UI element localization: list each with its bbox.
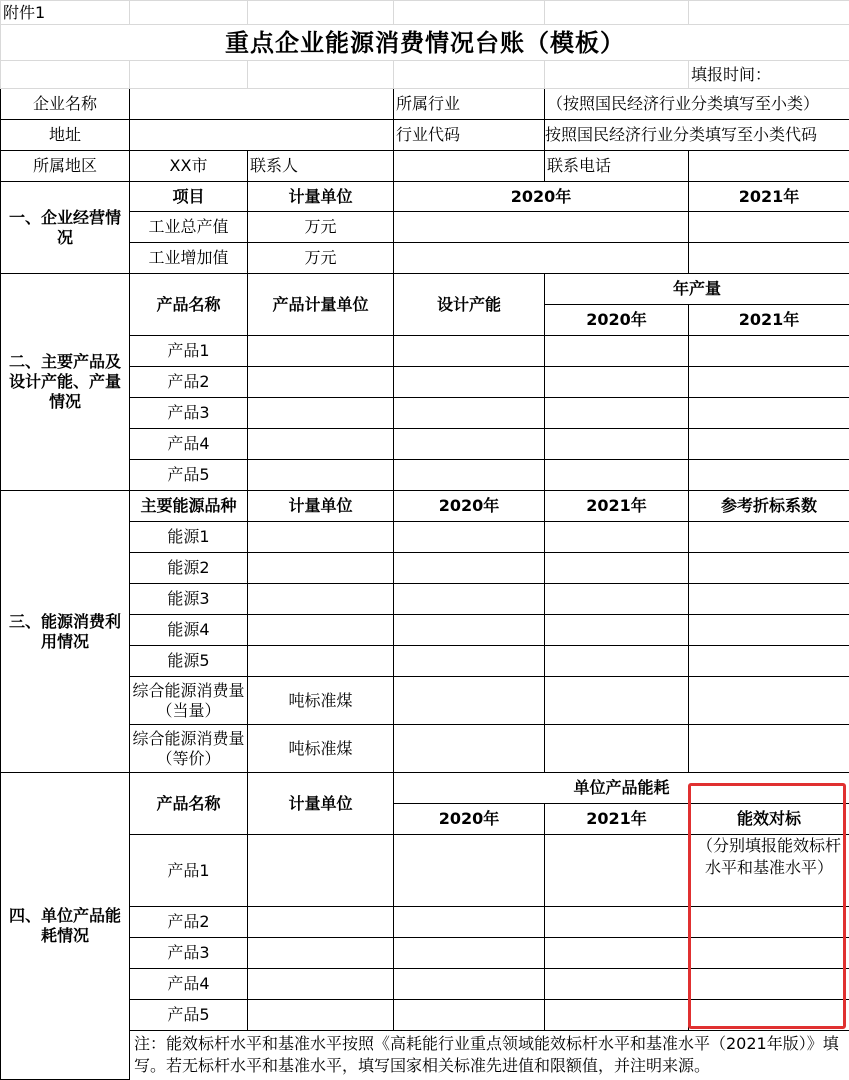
address-field[interactable] [130, 120, 394, 151]
s2-cell[interactable] [545, 429, 689, 460]
section4-title: 四、单位产品能耗情况 [1, 773, 130, 1080]
s3-cell[interactable] [394, 615, 545, 646]
s2-header-annual: 年产量 [545, 274, 849, 305]
s3-total-equal-value-label: 综合能源消费量（等价） [130, 725, 248, 773]
industry-field[interactable]: （按照国民经济行业分类填写至小类） [545, 89, 849, 120]
s1-header-unit: 计量单位 [248, 182, 394, 212]
s4-cell[interactable] [394, 969, 545, 1000]
s3-cell[interactable] [394, 646, 545, 677]
footnote: 注：能效标杆水平和基准水平按照《高耗能行业重点领域能效标杆水平和基准水平（2021年版）》填写。若无标杆水平和基准水平，填写国家相关标准先进值和限额值，并注明来源。 [134, 1034, 839, 1075]
s4-header-benchmark: 能效对标 [689, 804, 849, 835]
s3-cell[interactable] [248, 522, 394, 553]
industry-code-label: 行业代码 [394, 120, 545, 151]
s1-row-unit: 万元 [248, 243, 394, 274]
s4-cell[interactable] [689, 907, 849, 938]
s3-header-energy: 主要能源品种 [130, 491, 248, 522]
s4-product-name: 产品3 [130, 938, 248, 969]
s2-cell[interactable] [248, 367, 394, 398]
s4-product-name: 产品4 [130, 969, 248, 1000]
s3-total-equivalent-unit: 吨标准煤 [248, 677, 394, 725]
s3-energy-name: 能源2 [130, 553, 248, 584]
s3-cell[interactable] [689, 677, 849, 725]
company-name-field[interactable] [130, 89, 394, 120]
s2-cell[interactable] [394, 336, 545, 367]
s2-cell[interactable] [689, 367, 849, 398]
s2-cell[interactable] [689, 336, 849, 367]
s2-product-name: 产品5 [130, 460, 248, 491]
s1-row-item: 工业增加值 [130, 243, 248, 274]
s1-header-2020: 2020年 [394, 182, 689, 212]
s4-cell[interactable] [545, 969, 689, 1000]
attachment-label: 附件1 [1, 1, 130, 25]
s4-product-name: 产品1 [130, 835, 248, 907]
s3-cell[interactable] [545, 615, 689, 646]
s3-cell[interactable] [545, 677, 689, 725]
s4-cell[interactable] [248, 907, 394, 938]
s4-cell[interactable] [394, 1000, 545, 1031]
s4-cell[interactable] [394, 835, 545, 907]
s3-cell[interactable] [545, 522, 689, 553]
s3-cell[interactable] [689, 522, 849, 553]
s3-cell[interactable] [394, 584, 545, 615]
s1-row-unit: 万元 [248, 212, 394, 243]
s4-cell[interactable] [248, 835, 394, 907]
s4-cell[interactable] [248, 938, 394, 969]
s3-cell[interactable] [248, 646, 394, 677]
s2-cell[interactable] [248, 398, 394, 429]
s3-energy-name: 能源1 [130, 522, 248, 553]
s4-cell[interactable] [689, 938, 849, 969]
s3-cell[interactable] [689, 725, 849, 773]
s3-header-2021: 2021年 [545, 491, 689, 522]
contact-field[interactable] [394, 151, 545, 182]
s3-cell[interactable] [394, 553, 545, 584]
s4-cell[interactable] [689, 1000, 849, 1031]
s3-cell[interactable] [689, 646, 849, 677]
s4-header-group: 单位产品能耗 [394, 773, 849, 804]
s3-header-unit: 计量单位 [248, 491, 394, 522]
s2-product-name: 产品1 [130, 336, 248, 367]
s2-cell[interactable] [248, 460, 394, 491]
section1-title: 一、企业经营情况 [1, 182, 130, 274]
s2-cell[interactable] [248, 429, 394, 460]
industry-label: 所属行业 [394, 89, 545, 120]
s2-header-2020: 2020年 [545, 305, 689, 336]
s3-cell[interactable] [545, 584, 689, 615]
s4-header-name: 产品名称 [130, 773, 248, 835]
s2-cell[interactable] [545, 398, 689, 429]
s2-cell[interactable] [394, 367, 545, 398]
s2-product-name: 产品2 [130, 367, 248, 398]
s2-header-unit: 产品计量单位 [248, 274, 394, 336]
s3-cell[interactable] [394, 725, 545, 773]
s2-cell[interactable] [689, 460, 849, 491]
s3-cell[interactable] [689, 615, 849, 646]
s2-header-name: 产品名称 [130, 274, 248, 336]
phone-field[interactable] [689, 151, 849, 182]
s4-product-name: 产品5 [130, 1000, 248, 1031]
s3-energy-name: 能源3 [130, 584, 248, 615]
s4-cell[interactable] [248, 969, 394, 1000]
company-name-label: 企业名称 [1, 89, 130, 120]
s4-header-2020: 2020年 [394, 804, 545, 835]
s4-cell[interactable] [545, 907, 689, 938]
s2-header-capacity: 设计产能 [394, 274, 545, 336]
s2-cell[interactable] [248, 336, 394, 367]
s4-benchmark-hint[interactable]: （分别填报能效标杆水平和基准水平） [689, 835, 849, 907]
s4-cell[interactable] [394, 938, 545, 969]
section3-title: 三、能源消费利用情况 [1, 491, 130, 773]
s4-cell[interactable] [248, 1000, 394, 1031]
s1-cell-2020[interactable] [394, 243, 689, 274]
page-title: 重点企业能源消费情况台账（模板） [1, 25, 849, 61]
s3-cell[interactable] [545, 553, 689, 584]
phone-label: 联系电话 [545, 151, 689, 182]
s4-cell[interactable] [545, 835, 689, 907]
s2-product-name: 产品3 [130, 398, 248, 429]
industry-code-field[interactable]: 按照国民经济行业分类填写至小类代码 [545, 120, 849, 151]
region-value[interactable]: XX市 [130, 151, 248, 182]
s1-row-item: 工业总产值 [130, 212, 248, 243]
section2-title: 二、主要产品及设计产能、产量情况 [1, 274, 130, 491]
s3-cell[interactable] [689, 584, 849, 615]
s4-cell[interactable] [394, 907, 545, 938]
s3-cell[interactable] [394, 522, 545, 553]
s2-header-2021: 2021年 [689, 305, 849, 336]
s3-cell[interactable] [689, 553, 849, 584]
s3-energy-name: 能源5 [130, 646, 248, 677]
s2-cell[interactable] [545, 460, 689, 491]
s1-header-item: 项目 [130, 182, 248, 212]
s4-cell[interactable] [689, 969, 849, 1000]
s1-cell-2020[interactable] [394, 212, 689, 243]
s2-product-name: 产品4 [130, 429, 248, 460]
s3-cell[interactable] [394, 677, 545, 725]
s3-total-equivalent-label: 综合能源消费量（当量） [130, 677, 248, 725]
s4-header-2021: 2021年 [545, 804, 689, 835]
s4-cell[interactable] [545, 938, 689, 969]
s3-cell[interactable] [545, 725, 689, 773]
s1-cell-2021[interactable] [689, 212, 849, 243]
s2-cell[interactable] [545, 367, 689, 398]
s4-header-unit: 计量单位 [248, 773, 394, 835]
s2-cell[interactable] [394, 460, 545, 491]
s2-cell[interactable] [545, 336, 689, 367]
address-label: 地址 [1, 120, 130, 151]
s3-header-coefficient: 参考折标系数 [689, 491, 849, 522]
s3-total-equal-value-unit: 吨标准煤 [248, 725, 394, 773]
s2-cell[interactable] [394, 429, 545, 460]
s3-header-2020: 2020年 [394, 491, 545, 522]
contact-label: 联系人 [248, 151, 394, 182]
s1-header-2021: 2021年 [689, 182, 849, 212]
s3-energy-name: 能源4 [130, 615, 248, 646]
s2-cell[interactable] [394, 398, 545, 429]
region-label: 所属地区 [1, 151, 130, 182]
s3-cell[interactable] [248, 615, 394, 646]
s2-cell[interactable] [689, 429, 849, 460]
s4-cell[interactable] [545, 1000, 689, 1031]
s3-cell[interactable] [545, 646, 689, 677]
s3-cell[interactable] [248, 584, 394, 615]
s4-product-name: 产品2 [130, 907, 248, 938]
s2-cell[interactable] [689, 398, 849, 429]
fill-time-label: 填报时间： [689, 61, 849, 89]
s1-cell-2021[interactable] [689, 243, 849, 274]
s3-cell[interactable] [248, 553, 394, 584]
